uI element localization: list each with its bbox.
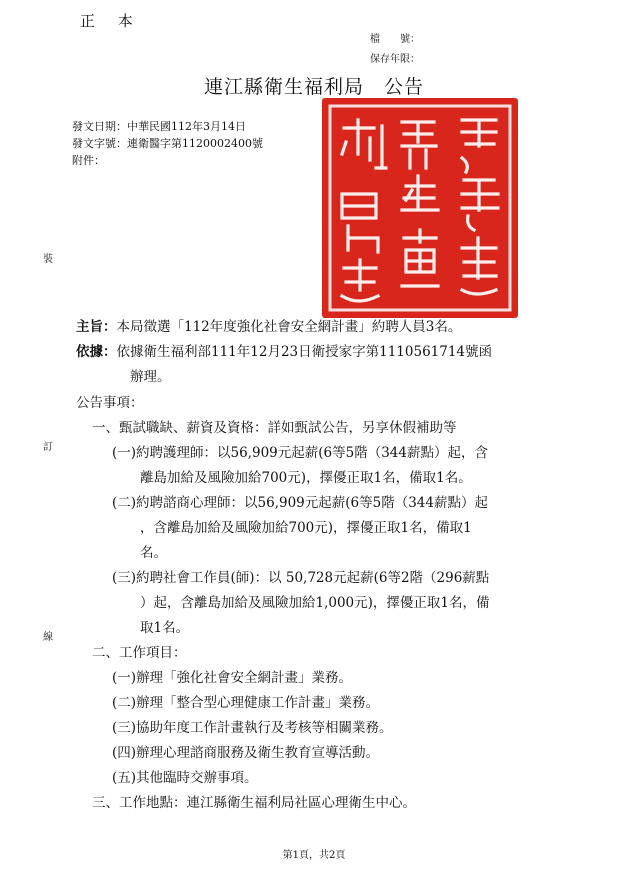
official-seal-stamp — [322, 98, 518, 318]
issue-date-value: 中華民國112年3月14日 — [127, 120, 246, 133]
retention-period — [370, 50, 460, 65]
section1-sub3-line2: ）起，含離島加給及風險加給1,000元)，擇優正取1名，備 — [140, 595, 490, 611]
file-number-label: 檔 號： — [370, 34, 420, 45]
file-number — [370, 30, 460, 45]
section2-item: (三)協助年度工作計畫執行及考核等相關業務。 — [112, 720, 393, 736]
seal-icon — [322, 98, 518, 318]
basis-label: 依據： — [76, 344, 117, 360]
section1-sub2-line2: ，含離島加給及風險加給700元)，擇優正取1名，備取1 — [140, 520, 472, 536]
subject — [76, 315, 461, 341]
document-type: 公告 — [384, 76, 425, 98]
section2-item: (五)其他臨時交辦事項。 — [112, 770, 258, 786]
section1-sub3-line1: (三)約聘社會工作員(師)：以 50,728元起薪(6等2階（296薪點 — [112, 570, 490, 586]
section3-heading: 三、工作地點：連江縣衛生福利局社區心理衛生中心。 — [92, 795, 416, 811]
section2-item: (四)辦理心理諮商服務及衛生教育宣導活動。 — [112, 745, 380, 761]
agency-name: 連江縣衛生福利局 — [203, 76, 364, 98]
section1-heading: 一、甄試職缺、薪資及資格：詳如甄試公告，另享休假補助等 — [92, 420, 457, 436]
attachment-label: 附件： — [72, 154, 105, 167]
issue-number-label: 發文字號： — [72, 137, 127, 150]
binding-mark-bind: 裝 — [43, 254, 53, 265]
section2-item: (一)辦理「強化社會安全網計畫」業務。 — [112, 670, 353, 686]
basis-line1: 依據衛生福利部111年12月23日衛授家字第1110561714號函 — [116, 344, 493, 360]
issue-number-value: 連衛醫字第1120002400號 — [127, 137, 263, 150]
notice-items-heading: 公告事項： — [76, 395, 144, 411]
original-copy-mark: 正 本 — [80, 12, 142, 30]
section2-item: (二)辦理「整合型心理健康工作計畫」業務。 — [112, 695, 380, 711]
basis-line2: 辦理。 — [130, 369, 171, 385]
subject-label: 主旨： — [76, 319, 117, 335]
document-title — [0, 72, 628, 99]
retention-value — [420, 52, 460, 62]
section1-sub2-line1: (二)約聘諮商心理師：以56,909元起薪(6等5階（344薪點）起 — [112, 495, 488, 511]
section1-sub1-line2: 離島加給及風險加給700元)，擇優正取1名，備取1名。 — [140, 470, 472, 486]
page-number: 第1頁，共2頁 — [282, 850, 346, 861]
binding-mark-staple: 訂 — [43, 442, 53, 453]
attachment — [72, 152, 105, 168]
binding-mark-line: 線 — [43, 632, 53, 643]
issue-date — [72, 118, 246, 134]
subject-text: 本局徵選「112年度強化社會安全網計畫」約聘人員3名。 — [116, 319, 462, 335]
section1-sub3-line3: 取1名。 — [140, 620, 190, 636]
section2-heading: 二、工作項目： — [92, 645, 187, 661]
section1-sub2-line3: 名。 — [140, 545, 167, 561]
issue-date-label: 發文日期： — [72, 120, 127, 133]
file-number-value — [420, 32, 460, 42]
section1-sub1-line1: (一)約聘護理師：以56,909元起薪(6等5階（344薪點）起，含 — [112, 445, 488, 461]
basis — [76, 340, 492, 366]
issue-number — [72, 135, 263, 151]
retention-label: 保存年限： — [370, 54, 420, 65]
